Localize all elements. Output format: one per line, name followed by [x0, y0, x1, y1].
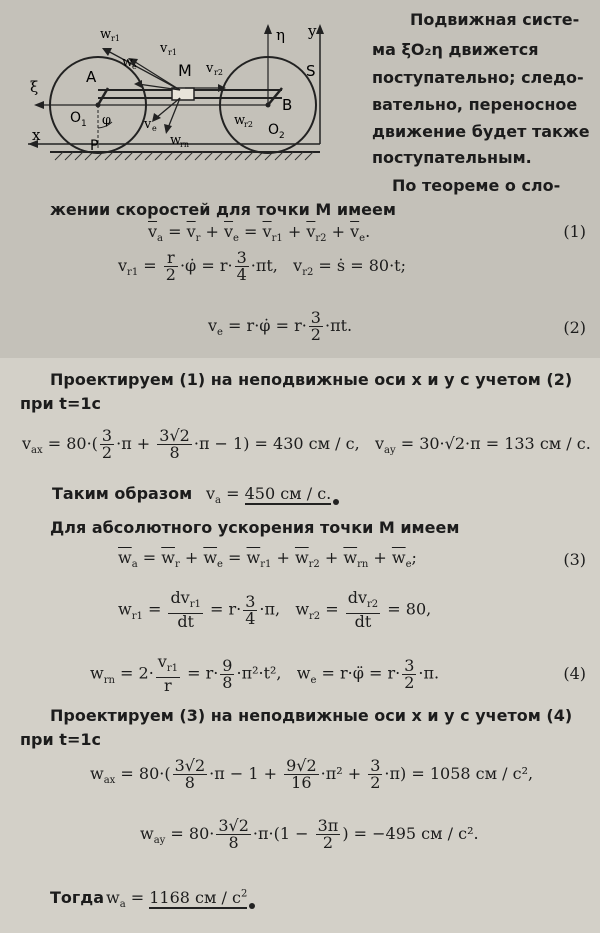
- equation-number-3: (3): [563, 550, 586, 569]
- label-y: y: [308, 22, 317, 40]
- label-x: x: [32, 126, 41, 144]
- label-ve-sub: e: [152, 124, 157, 133]
- result-dot-icon-2: [249, 903, 255, 909]
- intro-line-7: По теореме о сло-: [392, 176, 561, 195]
- equation-number-2: (2): [563, 318, 586, 337]
- label-vr1-sub: r1: [168, 48, 177, 57]
- top-photo-region: [0, 0, 600, 358]
- label-P: P: [90, 138, 99, 154]
- label-eta: η: [276, 26, 285, 44]
- mechanism-diagram: [20, 10, 360, 190]
- result-dot-icon: [333, 499, 339, 505]
- label-O1: O: [70, 110, 82, 126]
- label-S: S: [306, 62, 316, 80]
- then-text: Тогда: [50, 888, 104, 907]
- equation-wr1-wr2: $w_{r1}$ = $\frac{dv_{r1}}{dt}$ = r· $\frac{3}{4}$ ·π, $w_{r2}$ = $\frac{dv_{r2}}{dt}$ = 80,: [118, 588, 432, 632]
- label-O1-sub: 1: [81, 119, 87, 129]
- label-ve: v: [144, 117, 152, 132]
- label-phi: φ: [102, 113, 112, 128]
- label-wr1: w: [100, 27, 112, 42]
- label-we-sub: e: [132, 62, 137, 71]
- equation-number-1: (1): [563, 222, 586, 241]
- at-time-text: при t=1c: [20, 394, 101, 413]
- bottom-photo-region: [0, 358, 600, 933]
- equation-number-4: (4): [563, 664, 586, 683]
- label-vr2-sub: r2: [214, 68, 223, 77]
- intro-line-1: Подвижная систе-: [410, 10, 580, 29]
- label-wrn-sub: rn: [180, 140, 189, 149]
- va-result-value: 450 см / с.: [244, 484, 332, 503]
- wa-result-value: 1168 см / c: [149, 888, 241, 907]
- equation-vax-vay: $v_{ax} = 80\cdot$( $\frac{3}{2}$ ·π + $\frac{3√2}{8}$ ·π − 1) = 430 см / с, $v_{ay} = 30\cdot√2\cdot\pi = 133$ см / с.: [22, 426, 591, 462]
- intro-line-8: жении скоростей для точки М имеем: [50, 200, 396, 219]
- label-A: A: [86, 68, 97, 86]
- equation-ve: $v_e$ = r·φ̇ = r· $\frac{3}{2}$ ·πt.: [208, 308, 353, 344]
- label-O2-sub: 2: [279, 131, 285, 141]
- intro-line-6: поступательным.: [372, 148, 532, 167]
- label-wrn: w: [170, 133, 182, 148]
- label-B: B: [282, 96, 293, 114]
- abs-accel-text: Для абсолютного ускорения точки М имеем: [50, 518, 460, 537]
- equation-vr1-vr2: $v_{r1}$ = $\frac{r}{2}$ ·φ̇ = r· $\frac{3}{4}$ ·πt, $v_{r2}$ = ṡ = 80·t;: [118, 248, 406, 284]
- intro-line-2: ма ξO₂η движется: [372, 40, 539, 59]
- intro-line-4: вательно, переносное: [372, 95, 578, 114]
- wa-result: $w_a = 1168$ см / $c^2$: [106, 888, 255, 910]
- intro-line-5: движение будет также: [372, 122, 590, 141]
- label-wr1-sub: r1: [111, 34, 120, 43]
- equation-way: $w_{ay} = 80\cdot$ $\frac{3√2}{8}$ ·π·(1 − $\frac{3\pi}{2}$ ) = −495 см / c².: [140, 816, 479, 852]
- thus-text: Таким образом: [52, 484, 193, 503]
- label-O2: O: [268, 122, 280, 138]
- label-M: M: [178, 61, 192, 80]
- label-wr2-sub: r2: [244, 120, 253, 129]
- label-wr2: w: [234, 113, 246, 128]
- project-accel-text: Проектируем (3) на неподвижные оси x и y с учетом (4): [50, 706, 573, 725]
- label-we: w: [122, 55, 134, 70]
- equation-accel-sum: $\overline{w}_a = \overline{w}_r + \overline{w}_e = \overline{w}_{r1} + \overline{w}_{r2} + \overline{w}_{rn} + \overline{w}_e$;: [118, 548, 417, 571]
- equation-velocity-sum: $\overline{v}_a = \overline{v}_r + \overline{v}_e = \overline{v}_{r1} + \overline{v}_{r2} + \overline{v}_e$.: [148, 222, 371, 245]
- project-velocity-text: Проектируем (1) на неподвижные оси x и y с учетом (2): [50, 370, 573, 389]
- equation-wax: $w_{ax} = 80\cdot$( $\frac{3√2}{8}$ ·π − 1 + $\frac{9√2}{16}$ ·π² + $\frac{3}{2}$ ·π) = 1058 см / c²,: [90, 756, 534, 792]
- intro-line-3: поступательно; следо-: [372, 68, 584, 87]
- label-vr1: v: [160, 41, 168, 56]
- va-result: $v_a = 450$ см / с.: [206, 484, 339, 506]
- at-time-text-2: при t=1c: [20, 730, 101, 749]
- equation-wrn-we: $w_{rn} = 2\cdot$ $\frac{v_{r1}}{r}$ = r· $\frac{9}{8}$ ·π²·t², $w_e$ = r·φ̈ = r· $\frac{3}{2}$ ·π.: [90, 652, 440, 696]
- label-vr2: v: [206, 61, 214, 76]
- label-xi: ξ: [30, 78, 39, 96]
